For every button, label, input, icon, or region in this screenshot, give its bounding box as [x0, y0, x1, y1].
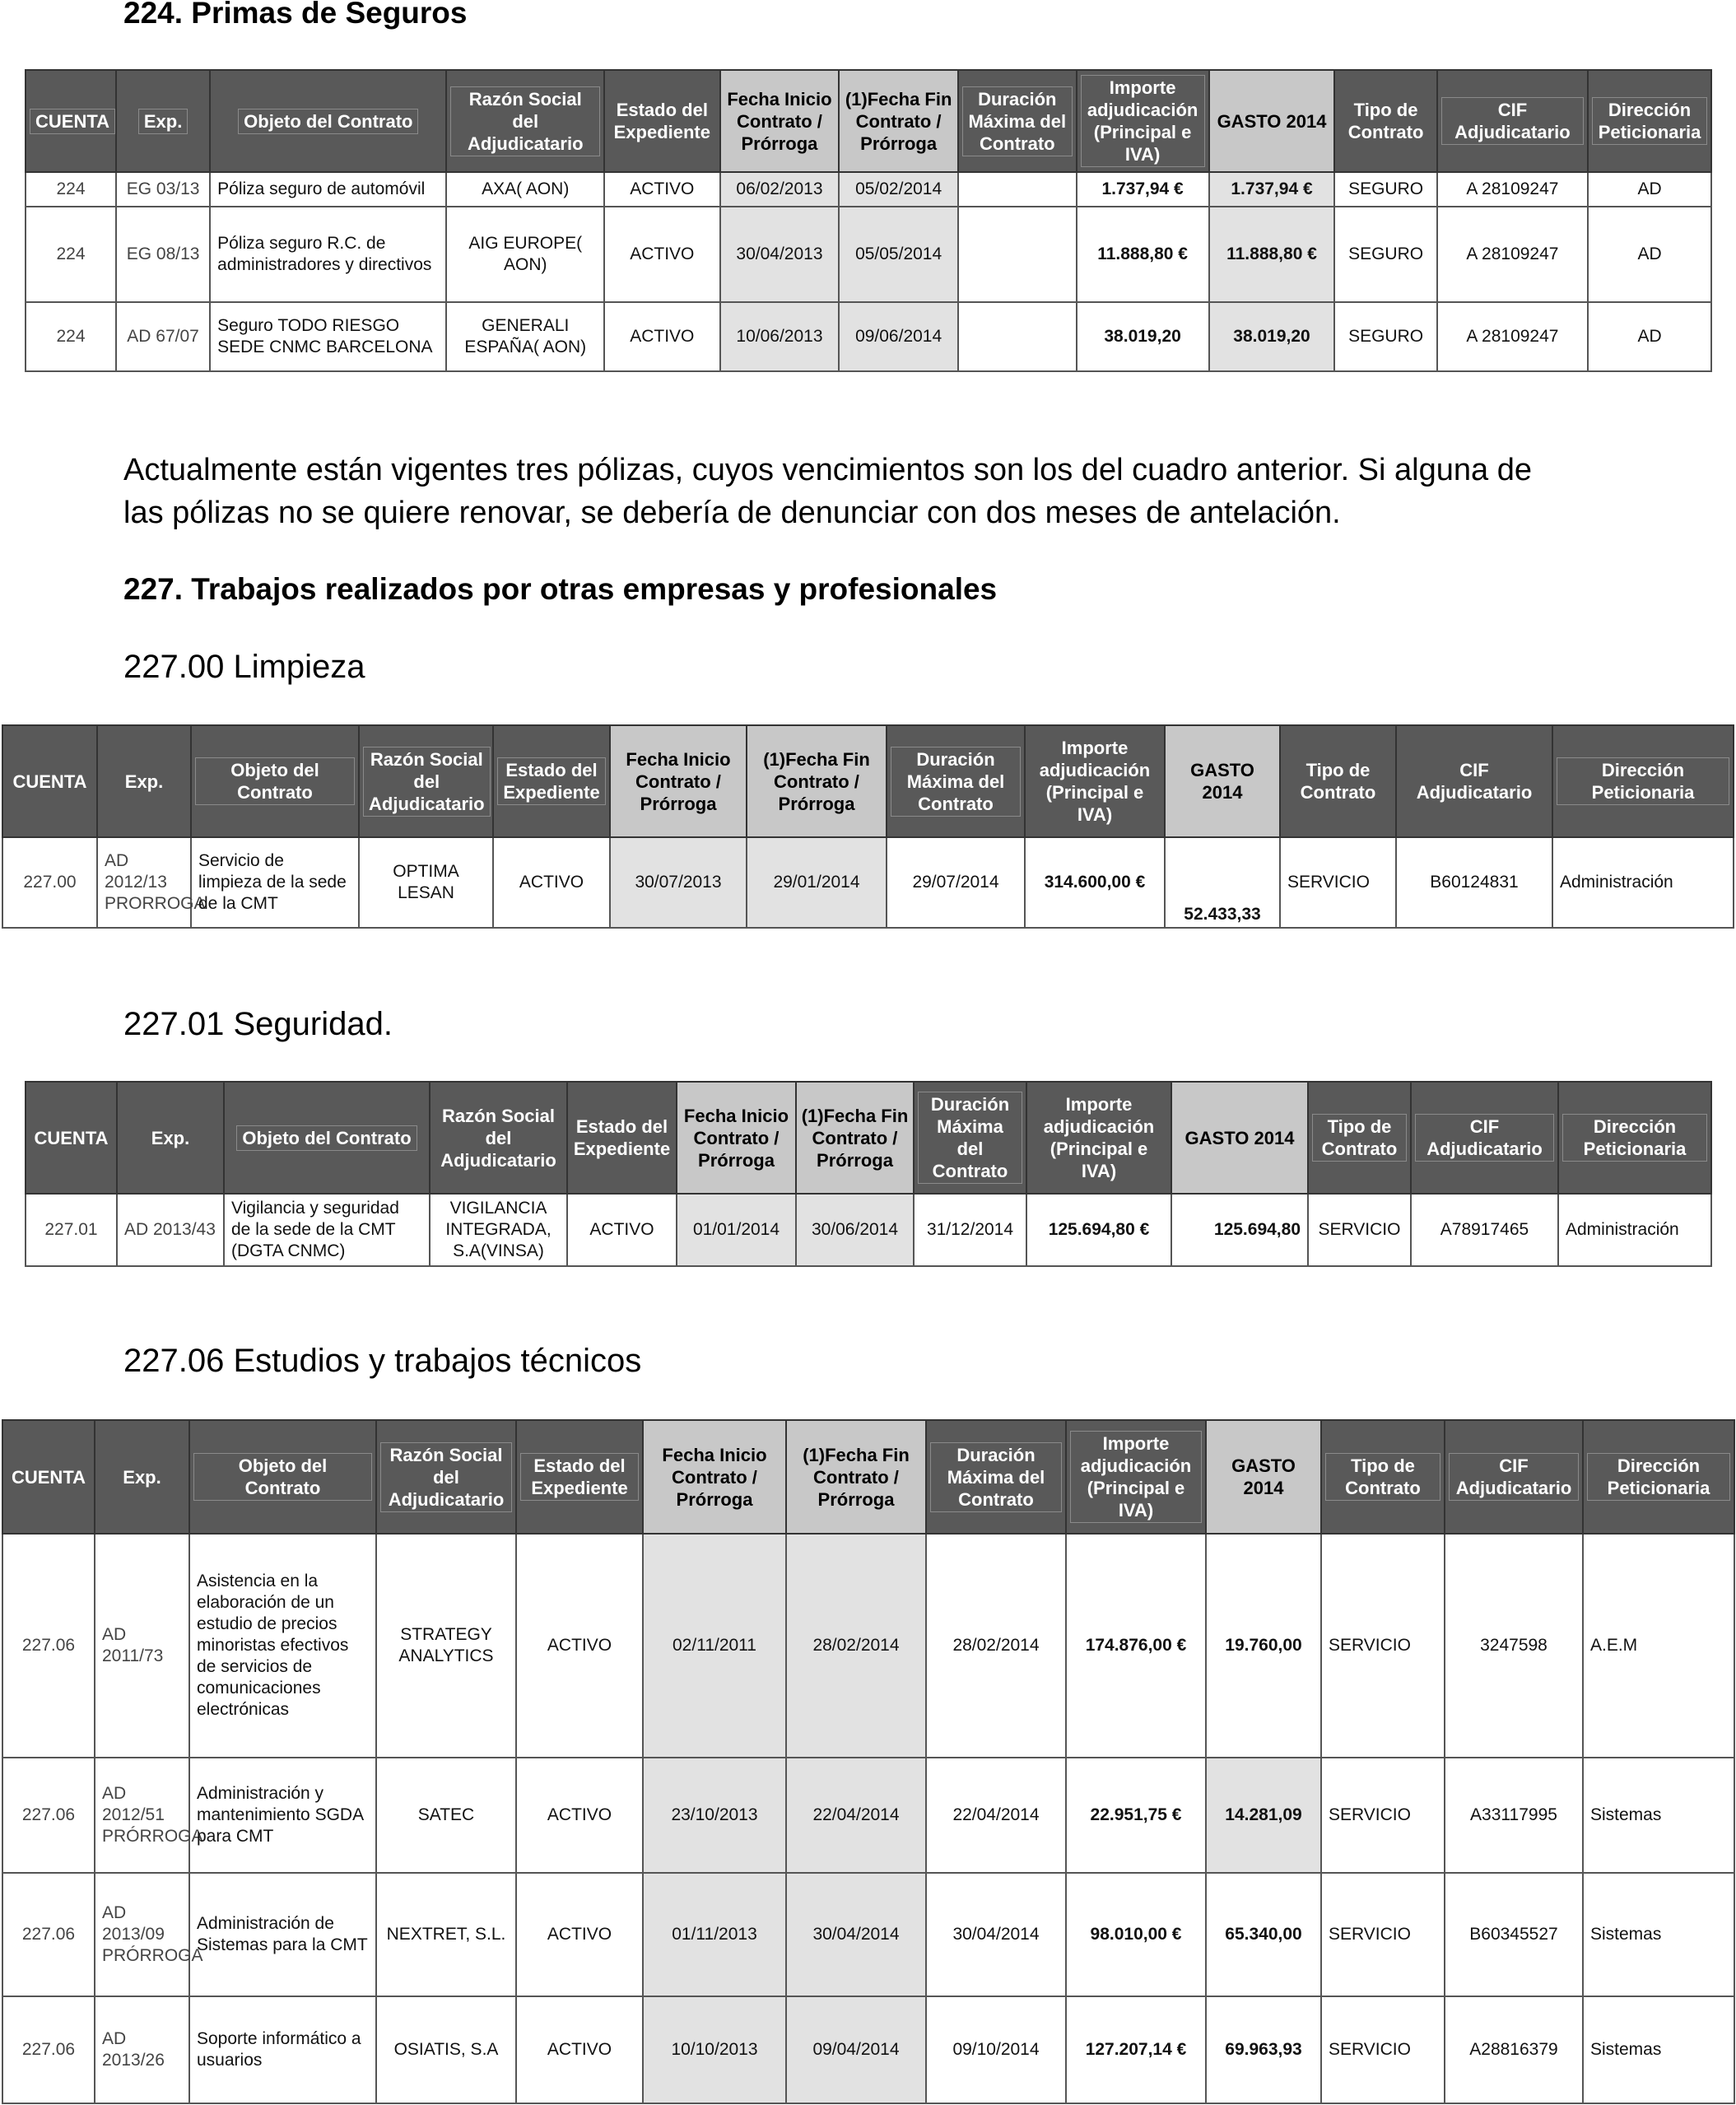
section-heading-seguridad: 227.01 Seguridad. [123, 1006, 393, 1042]
col-header-cuenta: CUENTA [2, 1420, 95, 1534]
cell-tipo: SERVICIO [1321, 1534, 1445, 1758]
cell-tipo: SEGURO [1334, 302, 1436, 371]
cell-tipo: SERVICIO [1308, 1194, 1411, 1266]
cell-tipo: SEGURO [1334, 207, 1436, 302]
cell-gasto: 69.963,93 [1206, 1996, 1321, 2103]
cell-gasto: 14.281,09 [1206, 1758, 1321, 1873]
section-heading-limpieza: 227.00 Limpieza [123, 649, 365, 685]
cell-razon: AXA( AON) [446, 172, 604, 207]
col-header-importe: Importe adjudicación (Principal e IVA) [1025, 725, 1165, 837]
col-header-cuenta: CUENTA [26, 70, 116, 172]
table-row [26, 302, 1711, 371]
col-header-estado: Estado del Expediente [604, 70, 720, 172]
cell-objeto: Soporte informático a usuarios [189, 1996, 376, 2103]
col-header-fecha-fin: (1)Fecha Fin Contrato / Prórroga [747, 725, 887, 837]
cell-objeto: Vigilancia y seguridad de la sede de la CMT (DGTA CNMC) [224, 1194, 430, 1266]
col-header-objeto: Objeto del Contrato [210, 70, 446, 172]
cell-gasto: 19.760,00 [1206, 1534, 1321, 1758]
table-header-row [2, 725, 1734, 837]
col-header-tipo: Tipo de Contrato [1321, 1420, 1445, 1534]
cell-fecha-inicio: 02/11/2011 [643, 1534, 786, 1758]
cell-cuenta: 227.00 [2, 837, 97, 928]
col-header-cif: CIF Adjudicatario [1437, 70, 1588, 172]
cell-importe: 125.694,80 € [1026, 1194, 1171, 1266]
cell-duracion: 29/07/2014 [887, 837, 1025, 928]
cell-cuenta: 227.06 [2, 1534, 95, 1758]
cell-estado: ACTIVO [604, 302, 720, 371]
col-header-tipo: Tipo de Contrato [1308, 1082, 1411, 1194]
cell-direccion: AD [1588, 302, 1711, 371]
cell-fecha-fin: 05/05/2014 [839, 207, 958, 302]
cell-importe: 174.876,00 € [1066, 1534, 1206, 1758]
col-header-cif: CIF Adjudicatario [1445, 1420, 1583, 1534]
cell-duracion [958, 302, 1077, 371]
cell-importe: 98.010,00 € [1066, 1873, 1206, 1996]
col-header-objeto: Objeto del Contrato [191, 725, 359, 837]
col-header-exp: Exp. [116, 70, 210, 172]
section-heading-primas: 224. Primas de Seguros [123, 0, 468, 30]
cell-estado: ACTIVO [493, 837, 610, 928]
cell-fecha-fin: 28/02/2014 [786, 1534, 926, 1758]
seguridad-table [25, 1081, 1712, 1267]
cell-razon: OPTIMA LESAN [359, 837, 493, 928]
cell-objeto: Seguro TODO RIESGO SEDE CNMC BARCELONA [210, 302, 446, 371]
cell-fecha-fin: 22/04/2014 [786, 1758, 926, 1873]
cell-cuenta: 224 [26, 207, 116, 302]
cell-tipo: SEGURO [1334, 172, 1436, 207]
cell-cif: B60124831 [1396, 837, 1552, 928]
col-header-direccion: Dirección Peticionaria [1558, 1082, 1711, 1194]
col-header-objeto: Objeto del Contrato [224, 1082, 430, 1194]
cell-fecha-inicio: 01/01/2014 [677, 1194, 796, 1266]
col-header-cuenta: CUENTA [2, 725, 97, 837]
table-row [26, 1194, 1711, 1266]
col-header-fecha-inicio: Fecha Inicio Contrato / Prórroga [610, 725, 747, 837]
cell-exp: EG 03/13 [116, 172, 210, 207]
cell-direccion: A.E.M [1583, 1534, 1734, 1758]
cell-cif: A 28109247 [1437, 172, 1588, 207]
section-heading-trabajos: 227. Trabajos realizados por otras empresas y profesionales [123, 572, 998, 606]
col-header-exp: Exp. [97, 725, 191, 837]
col-header-cif: CIF Adjudicatario [1411, 1082, 1558, 1194]
cell-razon: STRATEGY ANALYTICS [376, 1534, 516, 1758]
col-header-cuenta: CUENTA [26, 1082, 117, 1194]
cell-cif: A78917465 [1411, 1194, 1558, 1266]
col-header-importe: Importe adjudicación (Principal e IVA) [1077, 70, 1209, 172]
cell-objeto: Servicio de limpieza de la sede de la CMT [191, 837, 359, 928]
cell-cif: 3247598 [1445, 1534, 1583, 1758]
col-header-exp: Exp. [95, 1420, 189, 1534]
cell-cuenta: 224 [26, 302, 116, 371]
cell-gasto: 125.694,80 [1171, 1194, 1308, 1266]
col-header-duracion: Duración Máxima del Contrato [958, 70, 1077, 172]
cell-gasto: 65.340,00 [1206, 1873, 1321, 1996]
col-header-fecha-fin: (1)Fecha Fin Contrato / Prórroga [796, 1082, 914, 1194]
col-header-fecha-inicio: Fecha Inicio Contrato / Prórroga [720, 70, 840, 172]
cell-razon: NEXTRET, S.L. [376, 1873, 516, 1996]
cell-exp: AD 2012/51 PRÓRROGA [95, 1758, 189, 1873]
paragraph-line-2: las pólizas no se quiere renovar, se debería de denunciar con dos meses de antelación. [123, 496, 1341, 530]
cell-tipo: SERVICIO [1321, 1758, 1445, 1873]
table-row [26, 207, 1711, 302]
cell-objeto: Administración y mantenimiento SGDA para CMT [189, 1758, 376, 1873]
cell-exp: AD 2013/09 PRÓRROGA [95, 1873, 189, 1996]
col-header-gasto: GASTO 2014 [1206, 1420, 1321, 1534]
col-header-exp: Exp. [117, 1082, 224, 1194]
table-row [2, 837, 1734, 928]
cell-exp: AD 2011/73 [95, 1534, 189, 1758]
col-header-estado: Estado del Expediente [516, 1420, 643, 1534]
col-header-direccion: Dirección Peticionaria [1583, 1420, 1734, 1534]
cell-exp: AD 2013/43 [117, 1194, 224, 1266]
cell-direccion: Administración [1552, 837, 1734, 928]
table-row [2, 1758, 1734, 1873]
col-header-importe: Importe adjudicación (Principal e IVA) [1066, 1420, 1206, 1534]
cell-fecha-inicio: 30/04/2013 [720, 207, 840, 302]
cell-gasto: 38.019,20 [1209, 302, 1335, 371]
cell-fecha-inicio: 30/07/2013 [610, 837, 747, 928]
cell-cuenta: 224 [26, 172, 116, 207]
cell-estado: ACTIVO [516, 1758, 643, 1873]
col-header-direccion: Dirección Peticionaria [1588, 70, 1711, 172]
cell-fecha-inicio: 10/06/2013 [720, 302, 840, 371]
cell-fecha-inicio: 10/10/2013 [643, 1996, 786, 2103]
col-header-tipo: Tipo de Contrato [1280, 725, 1396, 837]
primas-table [25, 69, 1712, 372]
paragraph-line-1: Actualmente están vigentes tres pólizas, cuyos vencimientos son los del cuadro anterior. Si alguna de [123, 453, 1532, 487]
cell-fecha-inicio: 01/11/2013 [643, 1873, 786, 1996]
col-header-fecha-fin: (1)Fecha Fin Contrato / Prórroga [839, 70, 958, 172]
col-header-razon: Razón Social del Adjudicatario [359, 725, 493, 837]
cell-importe: 314.600,00 € [1025, 837, 1165, 928]
cell-importe: 11.888,80 € [1077, 207, 1209, 302]
cell-cuenta: 227.06 [2, 1758, 95, 1873]
cell-exp: EG 08/13 [116, 207, 210, 302]
cell-duracion [958, 172, 1077, 207]
cell-objeto: Administración de Sistemas para la CMT [189, 1873, 376, 1996]
cell-direccion: Sistemas [1583, 1996, 1734, 2103]
col-header-razon: Razón Social del Adjudicatario [376, 1420, 516, 1534]
cell-estado: ACTIVO [604, 172, 720, 207]
cell-gasto: 1.737,94 € [1209, 172, 1335, 207]
cell-tipo: SERVICIO [1321, 1873, 1445, 1996]
cell-importe: 1.737,94 € [1077, 172, 1209, 207]
cell-fecha-fin: 29/01/2014 [747, 837, 887, 928]
cell-duracion: 09/10/2014 [926, 1996, 1066, 2103]
cell-estado: ACTIVO [516, 1873, 643, 1996]
cell-exp: AD 67/07 [116, 302, 210, 371]
col-header-razon: Razón Social del Adjudicatario [430, 1082, 567, 1194]
cell-importe: 127.207,14 € [1066, 1996, 1206, 2103]
cell-direccion: Sistemas [1583, 1873, 1734, 1996]
col-header-tipo: Tipo de Contrato [1334, 70, 1436, 172]
cell-objeto: Asistencia en la elaboración de un estudio de precios minoristas efectivos de servicios de comunicaciones electrónicas [189, 1534, 376, 1758]
col-header-cif: CIF Adjudicatario [1396, 725, 1552, 837]
cell-gasto: 11.888,80 € [1209, 207, 1335, 302]
col-header-direccion: Dirección Peticionaria [1552, 725, 1734, 837]
estudios-table [2, 1419, 1735, 2104]
cell-objeto: Póliza seguro de automóvil [210, 172, 446, 207]
table-row [26, 172, 1711, 207]
cell-direccion: Administración [1558, 1194, 1711, 1266]
cell-duracion: 28/02/2014 [926, 1534, 1066, 1758]
cell-fecha-inicio: 06/02/2013 [720, 172, 840, 207]
cell-cuenta: 227.06 [2, 1873, 95, 1996]
col-header-estado: Estado del Expediente [567, 1082, 677, 1194]
cell-fecha-inicio: 23/10/2013 [643, 1758, 786, 1873]
cell-objeto: Póliza seguro R.C. de administradores y directivos [210, 207, 446, 302]
cell-fecha-fin: 09/04/2014 [786, 1996, 926, 2103]
col-header-objeto: Objeto del Contrato [189, 1420, 376, 1534]
cell-estado: ACTIVO [567, 1194, 677, 1266]
table-row [2, 1873, 1734, 1996]
cell-razon: OSIATIS, S.A [376, 1996, 516, 2103]
col-header-gasto: GASTO 2014 [1171, 1082, 1308, 1194]
cell-cif: A33117995 [1445, 1758, 1583, 1873]
cell-razon: GENERALI ESPAÑA( AON) [446, 302, 604, 371]
cell-direccion: AD [1588, 207, 1711, 302]
cell-tipo: SERVICIO [1280, 837, 1396, 928]
cell-tipo: SERVICIO [1321, 1996, 1445, 2103]
col-header-razon: Razón Social del Adjudicatario [446, 70, 604, 172]
cell-duracion: 22/04/2014 [926, 1758, 1066, 1873]
cell-direccion: AD [1588, 172, 1711, 207]
cell-cif: B60345527 [1445, 1873, 1583, 1996]
table-row [2, 1534, 1734, 1758]
cell-gasto: 52.433,33 [1165, 837, 1280, 928]
cell-fecha-fin: 05/02/2014 [839, 172, 958, 207]
cell-fecha-fin: 30/04/2014 [786, 1873, 926, 1996]
table-header-row [26, 70, 1711, 172]
col-header-gasto: GASTO 2014 [1165, 725, 1280, 837]
cell-estado: ACTIVO [516, 1996, 643, 2103]
cell-cif: A 28109247 [1437, 207, 1588, 302]
col-header-duracion: Duración Máxima del Contrato [887, 725, 1025, 837]
cell-estado: ACTIVO [516, 1534, 643, 1758]
col-header-fecha-inicio: Fecha Inicio Contrato / Prórroga [677, 1082, 796, 1194]
cell-importe: 22.951,75 € [1066, 1758, 1206, 1873]
cell-importe: 38.019,20 [1077, 302, 1209, 371]
limpieza-table [2, 724, 1734, 929]
cell-duracion: 30/04/2014 [926, 1873, 1066, 1996]
col-header-fecha-fin: (1)Fecha Fin Contrato / Prórroga [786, 1420, 926, 1534]
cell-fecha-fin: 09/06/2014 [839, 302, 958, 371]
cell-fecha-fin: 30/06/2014 [796, 1194, 914, 1266]
cell-duracion [958, 207, 1077, 302]
cell-razon: VIGILANCIA INTEGRADA, S.A(VINSA) [430, 1194, 567, 1266]
cell-cuenta: 227.01 [26, 1194, 117, 1266]
col-header-importe: Importe adjudicación (Principal e IVA) [1026, 1082, 1171, 1194]
cell-exp: AD 2012/13 PRORROGA [97, 837, 191, 928]
table-header-row [26, 1082, 1711, 1194]
col-header-fecha-inicio: Fecha Inicio Contrato / Prórroga [643, 1420, 786, 1534]
body-paragraph [123, 449, 1671, 534]
cell-direccion: Sistemas [1583, 1758, 1734, 1873]
cell-razon: SATEC [376, 1758, 516, 1873]
table-row [2, 1996, 1734, 2103]
cell-cif: A28816379 [1445, 1996, 1583, 2103]
col-header-gasto: GASTO 2014 [1209, 70, 1335, 172]
cell-duracion: 31/12/2014 [914, 1194, 1026, 1266]
section-heading-estudios: 227.06 Estudios y trabajos técnicos [123, 1343, 642, 1379]
cell-estado: ACTIVO [604, 207, 720, 302]
cell-razon: AIG EUROPE( AON) [446, 207, 604, 302]
cell-exp: AD 2013/26 [95, 1996, 189, 2103]
cell-cif: A 28109247 [1437, 302, 1588, 371]
table-header-row [2, 1420, 1734, 1534]
col-header-duracion: Duración Máxima del Contrato [914, 1082, 1026, 1194]
col-header-estado: Estado del Expediente [493, 725, 610, 837]
cell-cuenta: 227.06 [2, 1996, 95, 2103]
col-header-duracion: Duración Máxima del Contrato [926, 1420, 1066, 1534]
